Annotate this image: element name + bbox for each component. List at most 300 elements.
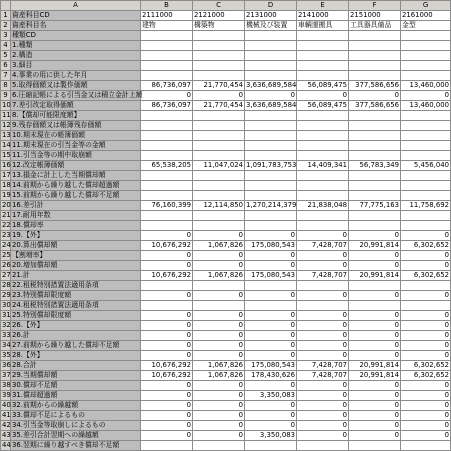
- data-cell[interactable]: 77,775,163: [349, 201, 401, 211]
- row-label-cell[interactable]: 32.前期からの繰越額: [11, 401, 141, 411]
- row-header[interactable]: 23: [2, 231, 11, 239]
- data-cell[interactable]: [297, 131, 349, 141]
- data-cell[interactable]: 175,080,543: [245, 241, 297, 251]
- data-cell[interactable]: [245, 171, 297, 181]
- row-header[interactable]: 9: [1, 91, 11, 101]
- row-header[interactable]: 30: [2, 301, 11, 309]
- data-cell[interactable]: [349, 191, 401, 201]
- data-cell[interactable]: [245, 151, 297, 161]
- data-cell[interactable]: [349, 221, 401, 231]
- row-header[interactable]: 39: [2, 391, 11, 399]
- row-label-cell[interactable]: 6.圧縮記帳による引当金又は積立金計上額: [12, 91, 143, 99]
- data-cell[interactable]: 0: [349, 341, 401, 351]
- row-label-cell[interactable]: 28.【外】: [11, 351, 141, 361]
- column-header-f[interactable]: F: [349, 1, 401, 11]
- data-cell[interactable]: [401, 71, 451, 81]
- row-label-cell[interactable]: 7.差引改定取得価額: [11, 101, 141, 111]
- data-cell[interactable]: 0: [349, 321, 401, 331]
- row-label-cell[interactable]: 28.合計: [11, 361, 141, 371]
- data-cell[interactable]: 0: [245, 411, 297, 421]
- data-cell[interactable]: 0: [245, 291, 297, 301]
- data-cell[interactable]: [349, 181, 401, 191]
- data-cell[interactable]: [349, 111, 401, 121]
- data-cell[interactable]: 0: [297, 411, 349, 421]
- data-cell[interactable]: [349, 141, 401, 151]
- data-cell[interactable]: 377,586,656: [349, 81, 401, 91]
- row-header[interactable]: 32: [2, 321, 11, 329]
- data-cell[interactable]: 0: [141, 411, 193, 421]
- data-cell[interactable]: [193, 131, 245, 141]
- data-cell[interactable]: 0: [401, 231, 451, 241]
- data-cell[interactable]: 0: [141, 341, 193, 351]
- select-all-corner[interactable]: [1, 1, 11, 11]
- row-label-cell[interactable]: 26.計: [11, 331, 141, 341]
- row-header[interactable]: 41: [2, 411, 11, 419]
- row-label-cell[interactable]: 29.当期償却額: [11, 371, 141, 381]
- data-cell[interactable]: [141, 131, 193, 141]
- data-cell[interactable]: [141, 221, 193, 231]
- row-label-cell[interactable]: 10.期末現在の帳簿価額: [11, 131, 141, 141]
- row-header[interactable]: 27: [2, 271, 11, 279]
- data-cell[interactable]: 0: [141, 261, 193, 271]
- data-cell[interactable]: [349, 441, 401, 451]
- row-header[interactable]: 29: [2, 291, 11, 299]
- row-label-cell[interactable]: 11.引当金等の期中取崩額: [11, 151, 141, 161]
- data-cell[interactable]: 2151000: [349, 11, 401, 21]
- data-cell[interactable]: 車輌運搬具: [297, 21, 349, 31]
- data-cell[interactable]: 0: [141, 351, 193, 361]
- data-cell[interactable]: 0: [297, 331, 349, 341]
- row-header[interactable]: 43: [2, 431, 11, 439]
- data-cell[interactable]: 0: [141, 401, 193, 411]
- data-cell[interactable]: 1,067,826: [193, 361, 245, 371]
- data-cell[interactable]: [349, 151, 401, 161]
- row-header[interactable]: 10: [2, 101, 11, 109]
- data-cell[interactable]: 0: [193, 341, 245, 351]
- row-label-cell[interactable]: 18.償却率: [11, 221, 141, 231]
- data-cell[interactable]: [193, 171, 245, 181]
- data-cell[interactable]: [245, 301, 297, 311]
- data-cell[interactable]: 0: [141, 321, 193, 331]
- data-cell[interactable]: 0: [297, 251, 349, 261]
- data-cell[interactable]: 0: [245, 311, 297, 321]
- data-cell[interactable]: 0: [349, 311, 401, 321]
- data-cell[interactable]: 0: [193, 391, 245, 401]
- column-header-d[interactable]: D: [245, 1, 297, 11]
- data-cell[interactable]: [193, 211, 245, 221]
- row-label-cell[interactable]: 36.翌期に繰り越すべき償却不足額: [11, 441, 141, 451]
- data-cell[interactable]: 0: [297, 231, 349, 241]
- data-cell[interactable]: [401, 41, 451, 51]
- data-cell[interactable]: 21,770,454: [193, 101, 245, 111]
- row-label-cell[interactable]: 14.前期から繰り越した償却超過額: [11, 181, 141, 191]
- row-label-cell[interactable]: 17.耐用年数: [11, 211, 141, 221]
- data-cell[interactable]: [193, 441, 245, 451]
- data-cell[interactable]: [245, 41, 297, 51]
- data-cell[interactable]: 0: [349, 431, 401, 441]
- row-header[interactable]: 34: [2, 341, 11, 349]
- column-header-a[interactable]: A: [11, 1, 141, 11]
- data-cell[interactable]: 0: [349, 351, 401, 361]
- data-cell[interactable]: 21,770,454: [193, 81, 245, 91]
- data-cell[interactable]: [401, 141, 451, 151]
- data-cell[interactable]: 76,160,399: [141, 201, 193, 211]
- data-cell[interactable]: 0: [245, 321, 297, 331]
- data-cell[interactable]: 0: [349, 391, 401, 401]
- data-cell[interactable]: [245, 211, 297, 221]
- data-cell[interactable]: 7,428,707: [297, 371, 349, 381]
- row-label-cell[interactable]: 20.増加償却額: [11, 261, 141, 271]
- data-cell[interactable]: 0: [141, 381, 193, 391]
- data-cell[interactable]: [349, 31, 401, 41]
- data-cell[interactable]: 2121000: [193, 11, 245, 21]
- data-cell[interactable]: [193, 181, 245, 191]
- data-cell[interactable]: [297, 211, 349, 221]
- data-cell[interactable]: 0: [349, 411, 401, 421]
- data-cell[interactable]: 0: [297, 291, 349, 301]
- data-cell[interactable]: 0: [193, 231, 245, 241]
- data-cell[interactable]: 20,991,814: [349, 371, 401, 381]
- row-label-cell[interactable]: 15.前期から繰り越した償却不足額: [11, 191, 141, 201]
- data-cell[interactable]: [193, 301, 245, 311]
- data-cell[interactable]: [349, 281, 401, 291]
- data-cell[interactable]: [297, 121, 349, 131]
- row-label-cell[interactable]: 21.計: [11, 271, 141, 281]
- row-header[interactable]: 25: [2, 251, 11, 259]
- data-cell[interactable]: 3,350,083: [245, 391, 297, 401]
- data-cell[interactable]: [245, 131, 297, 141]
- row-header[interactable]: 13: [2, 131, 11, 139]
- row-label-cell[interactable]: 20.算出償却額: [11, 241, 141, 251]
- data-cell[interactable]: 0: [297, 311, 349, 321]
- data-cell[interactable]: [297, 221, 349, 231]
- data-cell[interactable]: 56,089,475: [297, 81, 349, 91]
- row-label-cell[interactable]: 33.償却不足によるもの: [11, 411, 141, 421]
- data-cell[interactable]: 0: [297, 261, 349, 271]
- data-cell[interactable]: [141, 31, 193, 41]
- row-label-cell[interactable]: 25.特別償却限度額: [11, 311, 141, 321]
- data-cell[interactable]: 10,676,292: [141, 271, 193, 281]
- data-cell[interactable]: 0: [401, 401, 451, 411]
- row-header[interactable]: 28: [2, 281, 11, 289]
- data-cell[interactable]: [193, 151, 245, 161]
- data-cell[interactable]: [349, 71, 401, 81]
- data-cell[interactable]: [245, 441, 297, 451]
- data-cell[interactable]: 工具器具備品: [349, 21, 401, 31]
- data-cell[interactable]: [193, 41, 245, 51]
- data-cell[interactable]: 0: [349, 91, 401, 101]
- data-cell[interactable]: 6,302,652: [401, 271, 451, 281]
- data-cell[interactable]: 0: [401, 391, 451, 401]
- row-label-cell[interactable]: 35.差引合計翌期への繰越額: [11, 431, 141, 441]
- data-cell[interactable]: 0: [401, 411, 451, 421]
- data-cell[interactable]: 0: [297, 321, 349, 331]
- data-cell[interactable]: 0: [245, 421, 297, 431]
- data-cell[interactable]: [401, 61, 451, 71]
- data-cell[interactable]: 0: [193, 251, 245, 261]
- data-cell[interactable]: 0: [349, 291, 401, 301]
- data-cell[interactable]: [245, 221, 297, 231]
- data-cell[interactable]: [245, 61, 297, 71]
- row-header[interactable]: 44: [2, 441, 11, 449]
- data-cell[interactable]: 0: [297, 91, 349, 101]
- data-cell[interactable]: 0: [193, 261, 245, 271]
- data-cell[interactable]: 1,067,826: [193, 371, 245, 381]
- data-cell[interactable]: 0: [141, 391, 193, 401]
- data-cell[interactable]: 0: [245, 351, 297, 361]
- data-cell[interactable]: [193, 111, 245, 121]
- data-cell[interactable]: 3,636,689,584: [246, 101, 297, 109]
- data-cell[interactable]: 20,991,814: [349, 241, 401, 251]
- data-cell[interactable]: 86,736,097: [141, 81, 193, 91]
- column-header-b[interactable]: B: [141, 1, 193, 11]
- data-cell[interactable]: [141, 211, 193, 221]
- data-cell[interactable]: 0: [401, 251, 451, 261]
- data-cell[interactable]: 0: [297, 431, 349, 441]
- data-cell[interactable]: 0: [401, 381, 451, 391]
- data-cell[interactable]: 21,838,048: [297, 201, 349, 211]
- data-cell[interactable]: [141, 61, 193, 71]
- data-cell[interactable]: 7,428,707: [297, 271, 349, 281]
- data-cell[interactable]: [401, 301, 451, 311]
- data-cell[interactable]: [193, 31, 245, 41]
- data-cell[interactable]: 86,736,097: [141, 101, 193, 111]
- data-cell[interactable]: 0: [245, 261, 297, 271]
- data-cell[interactable]: 0: [349, 381, 401, 391]
- row-label-cell[interactable]: 9.残存価額又は帳簿残存価額: [11, 121, 141, 131]
- data-cell[interactable]: 175,080,543: [245, 271, 297, 281]
- data-cell[interactable]: 0: [297, 341, 349, 351]
- data-cell[interactable]: 0: [401, 311, 451, 321]
- row-header[interactable]: 21: [2, 211, 11, 219]
- data-cell[interactable]: [349, 51, 401, 61]
- data-cell[interactable]: 金型: [401, 21, 451, 31]
- data-cell[interactable]: 0: [245, 331, 297, 341]
- data-cell[interactable]: [245, 181, 297, 191]
- data-cell[interactable]: 13,460,000: [401, 81, 451, 91]
- data-cell[interactable]: 0: [245, 381, 297, 391]
- data-cell[interactable]: [193, 61, 245, 71]
- data-cell[interactable]: 56,783,349: [349, 161, 401, 171]
- data-cell[interactable]: [141, 151, 193, 161]
- data-cell[interactable]: [297, 51, 349, 61]
- data-cell[interactable]: 0: [193, 91, 245, 101]
- data-cell[interactable]: 2131000: [245, 11, 297, 21]
- row-header[interactable]: 20: [2, 201, 11, 209]
- data-cell[interactable]: 3,636,689,584: [246, 81, 297, 89]
- data-cell[interactable]: [193, 121, 245, 131]
- data-cell[interactable]: 0: [297, 421, 349, 431]
- column-header-g[interactable]: G: [401, 1, 451, 11]
- data-cell[interactable]: [297, 31, 349, 41]
- data-cell[interactable]: 0: [141, 91, 193, 101]
- data-cell[interactable]: 0: [193, 351, 245, 361]
- data-cell[interactable]: [297, 181, 349, 191]
- row-label-cell[interactable]: 30.償却不足額: [11, 381, 141, 391]
- data-cell[interactable]: [401, 191, 451, 201]
- data-cell[interactable]: 0: [401, 321, 451, 331]
- data-cell[interactable]: 0: [297, 401, 349, 411]
- data-cell[interactable]: 0: [401, 331, 451, 341]
- row-header[interactable]: 42: [2, 421, 11, 429]
- row-label-cell[interactable]: 13.損金に計上した当期償却額: [11, 171, 141, 181]
- data-cell[interactable]: [141, 141, 193, 151]
- data-cell[interactable]: 20,991,814: [349, 361, 401, 371]
- row-label-cell[interactable]: 27.前期から繰り越した償却不足額: [11, 341, 141, 351]
- data-cell[interactable]: [141, 41, 193, 51]
- data-cell[interactable]: [141, 301, 193, 311]
- data-cell[interactable]: [245, 31, 297, 41]
- data-cell[interactable]: 0: [193, 311, 245, 321]
- row-header[interactable]: 24: [2, 241, 11, 249]
- row-header[interactable]: 31: [2, 311, 11, 319]
- data-cell[interactable]: 0: [401, 351, 451, 361]
- data-cell[interactable]: [141, 51, 193, 61]
- data-cell[interactable]: 0: [349, 331, 401, 341]
- row-header[interactable]: 17: [2, 171, 11, 179]
- row-header[interactable]: 2: [1, 21, 11, 31]
- row-header[interactable]: 36: [2, 361, 11, 369]
- data-cell[interactable]: 機械及び装置: [245, 21, 297, 31]
- data-cell[interactable]: [141, 191, 193, 201]
- row-label-cell[interactable]: 16.差引計: [11, 201, 141, 211]
- data-cell[interactable]: [245, 51, 297, 61]
- data-cell[interactable]: [297, 441, 349, 451]
- data-cell[interactable]: 構築物: [193, 21, 245, 31]
- data-cell[interactable]: [297, 301, 349, 311]
- row-label-cell[interactable]: 資産科目CD: [11, 11, 141, 21]
- data-cell[interactable]: 0: [141, 291, 193, 301]
- row-header[interactable]: 15: [2, 151, 11, 159]
- data-cell[interactable]: [141, 111, 193, 121]
- data-cell[interactable]: [401, 221, 451, 231]
- data-cell[interactable]: 0: [401, 91, 451, 101]
- data-cell[interactable]: 0: [193, 411, 245, 421]
- data-cell[interactable]: 0: [349, 261, 401, 271]
- data-cell[interactable]: [193, 221, 245, 231]
- row-header[interactable]: 37: [2, 371, 11, 379]
- data-cell[interactable]: [401, 131, 451, 141]
- data-cell[interactable]: [401, 441, 451, 451]
- data-cell[interactable]: [297, 61, 349, 71]
- data-cell[interactable]: 1,067,826: [193, 241, 245, 251]
- row-header[interactable]: 4: [1, 41, 11, 51]
- data-cell[interactable]: [297, 41, 349, 51]
- data-cell[interactable]: [193, 51, 245, 61]
- row-label-cell[interactable]: 資産科目名: [11, 21, 141, 31]
- row-header[interactable]: 5: [1, 51, 11, 61]
- data-cell[interactable]: [193, 281, 245, 291]
- row-label-cell[interactable]: 12.改定帳簿価額: [11, 161, 141, 171]
- data-cell[interactable]: [401, 211, 451, 221]
- data-cell[interactable]: 6,302,652: [401, 371, 451, 381]
- data-cell[interactable]: [349, 61, 401, 71]
- row-header[interactable]: 7: [1, 71, 11, 81]
- data-cell[interactable]: [245, 281, 297, 291]
- data-cell[interactable]: 0: [401, 261, 451, 271]
- data-cell[interactable]: [141, 181, 193, 191]
- data-cell[interactable]: 65,538,205: [141, 161, 193, 171]
- data-cell[interactable]: [141, 171, 193, 181]
- data-cell[interactable]: 0: [401, 341, 451, 351]
- data-cell[interactable]: 6,302,652: [401, 241, 451, 251]
- data-cell[interactable]: [349, 121, 401, 131]
- row-label-cell[interactable]: 5.取得価額又は製作価額: [11, 81, 141, 91]
- data-cell[interactable]: [245, 111, 297, 121]
- row-header[interactable]: 14: [2, 141, 11, 149]
- data-cell[interactable]: 0: [245, 91, 297, 101]
- data-cell[interactable]: 0: [193, 431, 245, 441]
- column-header-e[interactable]: E: [297, 1, 349, 11]
- data-cell[interactable]: [401, 51, 451, 61]
- data-cell[interactable]: 20,991,814: [349, 271, 401, 281]
- data-cell[interactable]: 0: [141, 251, 193, 261]
- column-header-c[interactable]: C: [193, 1, 245, 11]
- data-cell[interactable]: 10,676,292: [141, 371, 193, 381]
- data-cell[interactable]: [349, 131, 401, 141]
- data-cell[interactable]: 1,067,826: [193, 271, 245, 281]
- data-cell[interactable]: 1,091,783,753: [246, 161, 297, 169]
- data-cell[interactable]: 0: [245, 341, 297, 351]
- data-cell[interactable]: 0: [297, 351, 349, 361]
- data-cell[interactable]: 2111000: [141, 11, 193, 21]
- row-label-cell[interactable]: 26.【外】: [11, 321, 141, 331]
- row-label-cell[interactable]: 31.償却超過額: [11, 391, 141, 401]
- data-cell[interactable]: 0: [141, 431, 193, 441]
- data-cell[interactable]: 178,430,626: [245, 371, 297, 381]
- data-cell[interactable]: 0: [141, 231, 193, 241]
- data-cell[interactable]: 0: [349, 251, 401, 261]
- data-cell[interactable]: 14,409,341: [297, 161, 349, 171]
- data-cell[interactable]: 12,114,850: [193, 201, 245, 211]
- data-cell[interactable]: [193, 191, 245, 201]
- row-label-cell[interactable]: 24.租税特別措置法適用条項: [11, 301, 141, 311]
- data-cell[interactable]: [401, 281, 451, 291]
- data-cell[interactable]: [245, 71, 297, 81]
- data-cell[interactable]: [245, 121, 297, 131]
- data-cell[interactable]: 0: [297, 381, 349, 391]
- data-cell[interactable]: [349, 301, 401, 311]
- data-cell[interactable]: [297, 141, 349, 151]
- row-header[interactable]: 38: [2, 381, 11, 389]
- row-label-cell[interactable]: 22.租税特別措置法適用条項: [11, 281, 141, 291]
- row-header[interactable]: 16: [2, 161, 11, 169]
- data-cell[interactable]: 0: [193, 321, 245, 331]
- data-cell[interactable]: 0: [141, 421, 193, 431]
- data-cell[interactable]: [401, 111, 451, 121]
- data-cell[interactable]: [401, 181, 451, 191]
- row-label-cell[interactable]: 2.構造: [11, 51, 141, 61]
- data-cell[interactable]: 0: [349, 231, 401, 241]
- data-cell[interactable]: 13,460,000: [401, 101, 451, 111]
- data-cell[interactable]: [297, 111, 349, 121]
- data-cell[interactable]: 0: [141, 331, 193, 341]
- row-header[interactable]: 26: [2, 261, 11, 269]
- data-cell[interactable]: [401, 31, 451, 41]
- data-cell[interactable]: 0: [245, 251, 297, 261]
- data-cell[interactable]: [401, 151, 451, 161]
- data-cell[interactable]: 6,302,652: [401, 361, 451, 371]
- row-header[interactable]: 6: [1, 61, 11, 71]
- data-cell[interactable]: 0: [193, 401, 245, 411]
- data-cell[interactable]: 0: [401, 421, 451, 431]
- row-header[interactable]: 33: [2, 331, 11, 339]
- data-cell[interactable]: 0: [349, 421, 401, 431]
- data-cell[interactable]: 0: [401, 291, 451, 301]
- data-cell[interactable]: 0: [193, 331, 245, 341]
- row-label-cell[interactable]: 1.種類: [11, 41, 141, 51]
- data-cell[interactable]: [297, 71, 349, 81]
